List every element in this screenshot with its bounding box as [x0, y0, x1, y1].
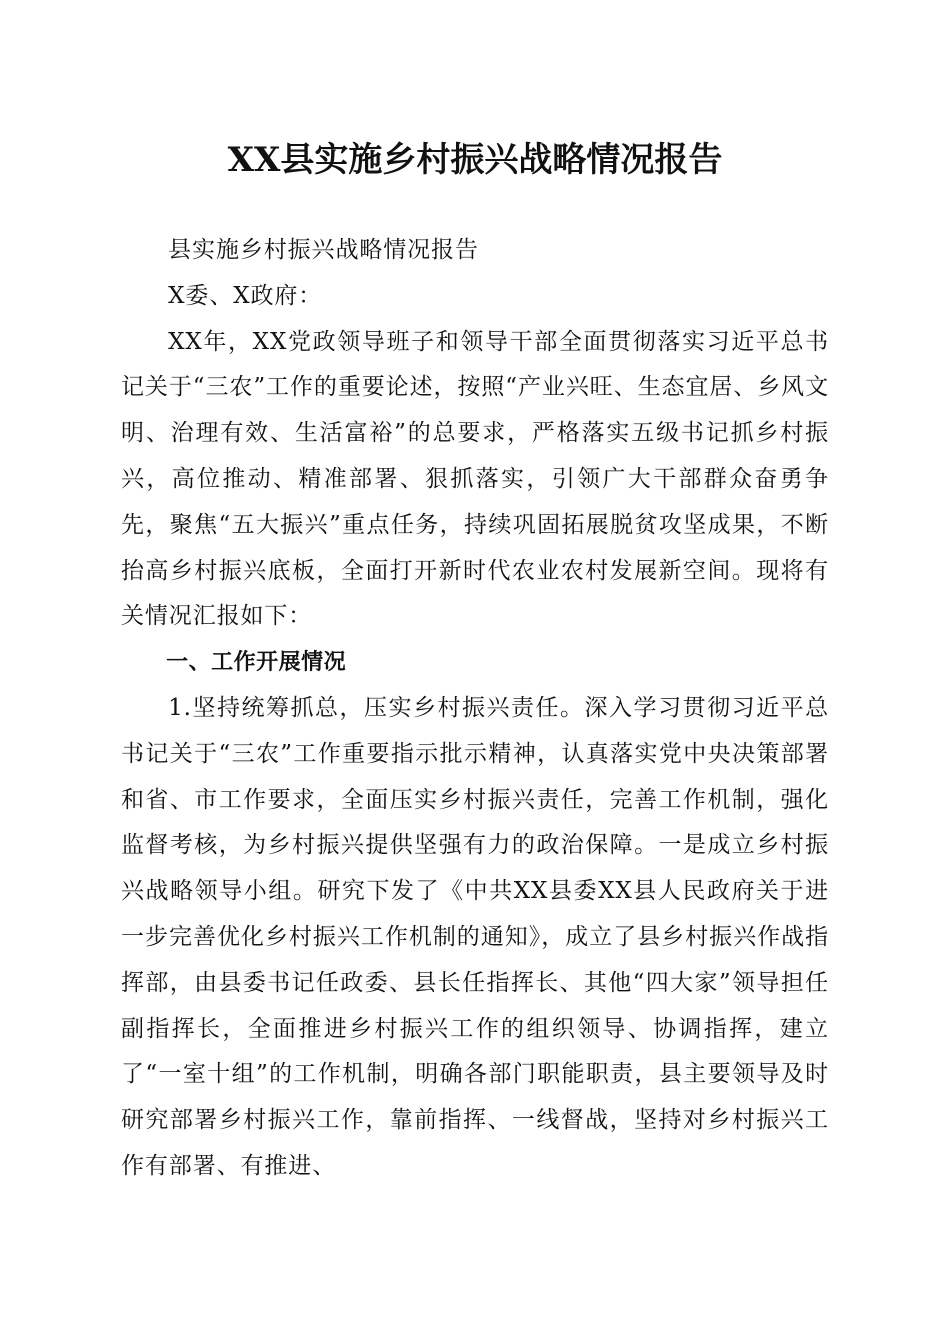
document-body: [121, 228, 829, 1190]
intro-paragraph: XX年，XX党政领导班子和领导干部全面贯彻落实习近平总书记关于“三农”工作的重要论述，按照“产业兴旺、生态宜居、乡风文明、治理有效、生活富裕”的总要求，严格落实五级书记抓乡村振兴，高位推动、精准部署、狠抓落实，引领广大干部群众奋勇争先，聚焦“五大振兴”重点任务，持续巩固拓展脱贫攻坚成果，不断抬高乡村振兴底板，全面打开新时代农业农村发展新空间。现将有关情况汇报如下：: [121, 328, 829, 630]
document-subtitle-paragraph: 县实施乡村振兴战略情况报告: [168, 237, 479, 263]
salutation-paragraph: X委、X政府：: [168, 282, 323, 309]
document-title: XX县实施乡村振兴战略情况报告: [227, 140, 723, 180]
body-paragraph: 1.坚持统筹抓总，压实乡村振兴责任。深入学习贯彻习近平总书记关于“三农”工作重要指示批示精神，认真落实党中央决策部署和省、市工作要求，全面压实乡村振兴责任，完善工作机制，强化监督考核，为乡村振兴提供坚强有力的政治保障。一是成立乡村振兴战略领导小组。研究下发了《中共XX县委XX县人民政府关于进一步完善优化乡村振兴工作机制的通知》，成立了县乡村振兴作战指挥部，由县委书记任政委、县长任指挥长、其他“四大家”领导担任副指挥长，全面推进乡村振兴工作的组织领导、协调指挥，建立了“一室十组”的工作机制，明确各部门职能职责，县主要领导及时研究部署乡村振兴工作，靠前指挥、一线督战，坚持对乡村振兴工作有部署、有推进、: [121, 694, 829, 1179]
section-heading: 一、工作开展情况: [166, 650, 347, 676]
